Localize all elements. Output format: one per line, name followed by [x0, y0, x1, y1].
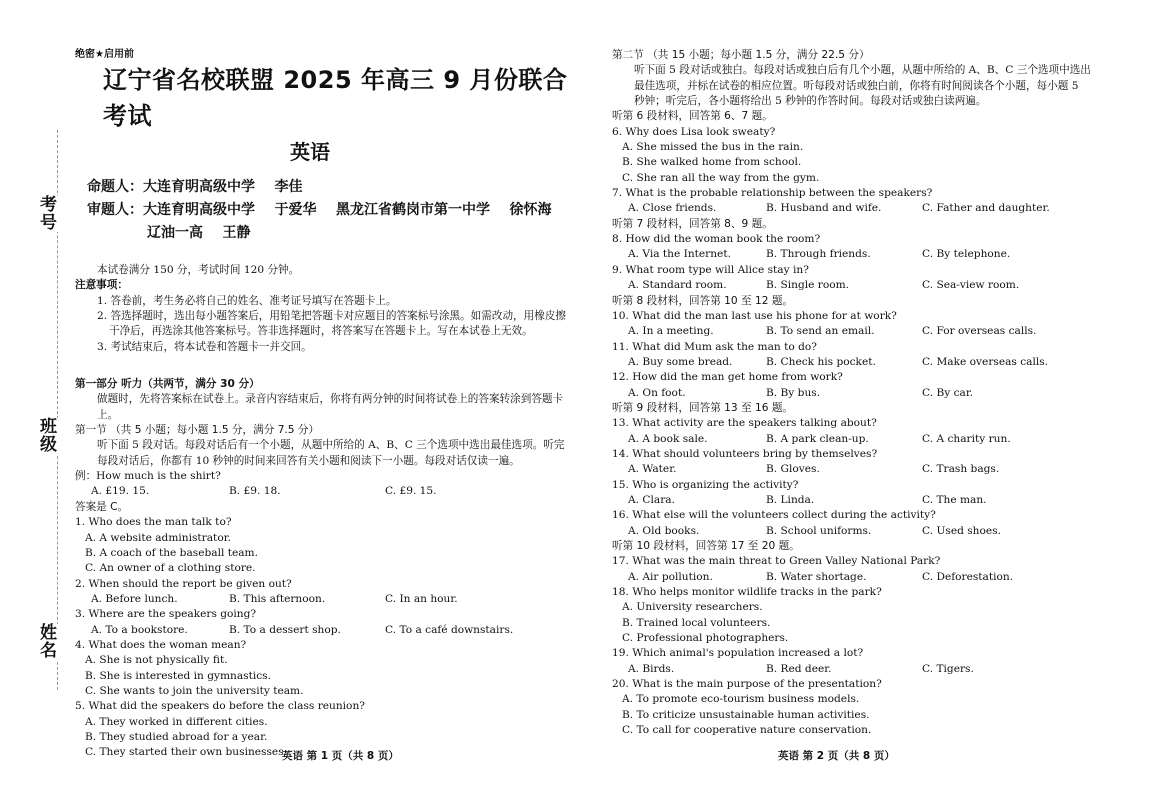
- option-a: A. To a bookstore.: [91, 623, 188, 636]
- option-b: B. To send an email.: [766, 325, 875, 338]
- option-b: B. By bus.: [766, 386, 821, 399]
- note-item: 1. 答卷前，考生务必将自己的姓名、准考证号填写在答题卡上。: [97, 294, 397, 307]
- question-11: 11. What did Mum ask the man to do?: [612, 340, 817, 353]
- question-3: 3. Where are the speakers going?: [75, 608, 257, 621]
- option-a: A. Before lunch.: [91, 592, 178, 605]
- exam-title: 辽宁省名校联盟 2025 年高三 9 月份联合考试: [103, 66, 568, 130]
- example-question: 例：How much is the shirt?: [75, 470, 221, 483]
- option-a: A. Via the Internet.: [628, 248, 731, 261]
- option-c: C. Tigers.: [922, 662, 974, 675]
- material-8: 听第 8 段材料，回答第 10 至 12 题。: [612, 294, 794, 307]
- material-6: 听第 6 段材料，回答第 6、7 题。: [612, 110, 773, 123]
- question-13-options: [612, 432, 1092, 447]
- question-12: 12. How did the man get home from work?: [612, 371, 843, 384]
- question-13: 13. What activity are the speakers talking about?: [612, 417, 877, 430]
- note-item: 3. 考试结束后，将本试卷和答题卡一并交回。: [97, 340, 312, 353]
- option-c: C. Deforestation.: [922, 570, 1014, 583]
- question-15-options: [612, 493, 1092, 508]
- name-label: 姓名: [40, 623, 59, 661]
- confidential-mark: 绝密★启用前: [75, 49, 134, 60]
- reviewer-line-cont: 辽油一高 王静: [147, 225, 251, 241]
- option-b: B. Water shortage.: [766, 570, 867, 583]
- option-b: B. School uniforms.: [766, 524, 872, 537]
- page-1-footer: 英语 第 1 页（共 8 页）: [282, 750, 399, 762]
- option-a: A. She is not physically fit.: [85, 654, 228, 667]
- question-11-options: [612, 355, 1092, 370]
- page-1: [75, 48, 575, 761]
- option-b: B. This afternoon.: [229, 592, 326, 605]
- option-c: C. She ran all the way from the gym.: [622, 171, 820, 184]
- option-b: B. To criticize unsustainable human activities.: [622, 708, 870, 721]
- question-9-options: [612, 278, 1092, 293]
- setter-line: 命题人：大连育明高级中学 李佳: [87, 179, 303, 195]
- option-c: C. They started their own businesses.: [85, 746, 287, 759]
- option-a: A. £19. 15.: [91, 485, 150, 498]
- example-answer: 答案是 C。: [75, 500, 129, 513]
- question-17: 17. What was the main threat to Green Valley National Park?: [612, 555, 941, 568]
- option-c: C. To a café downstairs.: [385, 623, 514, 636]
- material-9: 听第 9 段材料，回答第 13 至 16 题。: [612, 401, 794, 414]
- option-c: C. Professional photographers.: [622, 632, 789, 645]
- binding-margin: [0, 0, 70, 800]
- question-5: 5. What did the speakers do before the class reunion?: [75, 700, 365, 713]
- option-b: B. A park clean-up.: [766, 432, 869, 445]
- section1-desc: 听下面 5 段对话。每段对话后有一个小题，从题中所给的 A、B、C 三个选项中选出最佳选项。听完每段对话后，你都有 10 秒钟的时间来回答有关小题和阅读下一小题。每段对话仅读一遍。: [97, 439, 565, 467]
- option-a: A. On foot.: [628, 386, 686, 399]
- page-2: [612, 48, 1092, 738]
- option-b: B. Husband and wife.: [766, 202, 882, 215]
- option-a: A. Birds.: [628, 662, 675, 675]
- option-a: A. She missed the bus in the rain.: [622, 141, 804, 154]
- section2-heading: 第二节 （共 15 小题；每小题 1.5 分，满分 22.5 分）: [612, 49, 870, 61]
- option-c: C. By car.: [922, 386, 974, 399]
- option-c: C. Father and daughter.: [922, 202, 1050, 215]
- question-3-options: [75, 623, 575, 638]
- option-c: C. An owner of a clothing store.: [85, 562, 256, 575]
- option-b: B. £9. 18.: [229, 485, 281, 498]
- question-9: 9. What room type will Alice stay in?: [612, 263, 809, 276]
- part1-heading: 第一部分 听力（共两节，满分 30 分）: [75, 378, 260, 391]
- subject-title: 英语: [290, 140, 330, 164]
- question-7: 7. What is the probable relationship between the speakers?: [612, 187, 933, 200]
- option-a: A. Old books.: [628, 524, 700, 537]
- option-a: A. They worked in different cities.: [85, 715, 268, 728]
- question-10: 10. What did the man last use his phone for at work?: [612, 309, 897, 322]
- page-2-footer: 英语 第 2 页（共 8 页）: [778, 750, 895, 762]
- score-note: 本试卷满分 150 分，考试时间 120 分钟。: [97, 264, 300, 276]
- option-b: B. Red deer.: [766, 662, 832, 675]
- option-a: A. A book sale.: [628, 432, 708, 445]
- option-c: C. Trash bags.: [922, 463, 1000, 476]
- option-a: A. Clara.: [628, 493, 675, 506]
- option-a: A. Air pollution.: [628, 570, 713, 583]
- option-b: B. Gloves.: [766, 463, 820, 476]
- question-2-options: [75, 592, 575, 607]
- reviewer-line: 审题人：大连育明高级中学 于爱华 黑龙江省鹤岗市第一中学 徐怀海: [87, 202, 552, 218]
- question-6: 6. Why does Lisa look sweaty?: [612, 125, 776, 138]
- question-16: 16. What else will the volunteers collect during the activity?: [612, 509, 936, 522]
- option-b: B. Trained local volunteers.: [622, 616, 771, 629]
- question-19-options: [612, 662, 1092, 677]
- option-b: B. They studied abroad for a year.: [85, 730, 268, 743]
- question-8: 8. How did the woman book the room?: [612, 233, 821, 246]
- question-12-options: [612, 386, 1092, 401]
- question-1: 1. Who does the man talk to?: [75, 516, 232, 529]
- notes-title: 注意事项：: [75, 279, 128, 292]
- option-c: C. A charity run.: [922, 432, 1011, 445]
- option-b: B. A coach of the baseball team.: [85, 546, 258, 559]
- option-a: A. University researchers.: [622, 601, 763, 614]
- option-c: C. Make overseas calls.: [922, 355, 1049, 368]
- question-4: 4. What does the woman mean?: [75, 638, 247, 651]
- option-c: C. The man.: [922, 493, 987, 506]
- option-a: A. A website administrator.: [85, 531, 231, 544]
- option-c: C. In an hour.: [385, 592, 458, 605]
- option-c: C. To call for cooperative nature conservation.: [622, 724, 872, 737]
- part1-desc: 做题时，先将答案标在试卷上。录音内容结束后，你将有两分钟的时间将试卷上的答案转涂到答题卡上。: [97, 393, 564, 421]
- question-10-options: [612, 324, 1092, 339]
- option-c: C. By telephone.: [922, 248, 1011, 261]
- question-18: 18. Who helps monitor wildlife tracks in the park?: [612, 586, 882, 599]
- option-a: A. To promote eco-tourism business models.: [622, 693, 860, 706]
- option-b: B. Single room.: [766, 279, 850, 292]
- option-a: A. Buy some bread.: [628, 355, 733, 368]
- option-c: C. Sea-view room.: [922, 279, 1020, 292]
- material-10: 听第 10 段材料，回答第 17 至 20 题。: [612, 540, 800, 552]
- option-b: B. Through friends.: [766, 248, 871, 261]
- option-b: B. Check his pocket.: [766, 355, 876, 368]
- question-2: 2. When should the report be given out?: [75, 577, 292, 590]
- section1-heading: 第一节 （共 5 小题；每小题 1.5 分，满分 7.5 分）: [75, 424, 320, 437]
- option-a: A. In a meeting.: [628, 325, 714, 338]
- question-19: 19. Which animal's population increased a lot?: [612, 647, 864, 660]
- option-a: A. Water.: [628, 463, 677, 476]
- question-14-options: [612, 462, 1092, 477]
- option-c: C. She wants to join the university team.: [85, 684, 304, 697]
- option-a: A. Close friends.: [628, 202, 717, 215]
- question-14: 14. What should volunteers bring by themselves?: [612, 447, 878, 460]
- material-7: 听第 7 段材料，回答第 8、9 题。: [612, 217, 773, 230]
- option-b: B. Linda.: [766, 493, 815, 506]
- section2-desc: 听下面 5 段对话或独白。每段对话或独白后有几个小题，从题中所给的 A、B、C 三个选项中选出最佳选项，并标在试卷的相应位置。听每段对话或独白前，你将有时间阅读各个小题，每小题 5 秒钟；听完后，各小题将给出 5 秒钟的作答时间。每段对话或独白读两遍。: [634, 64, 1091, 108]
- note-item: 2. 答选择题时，选出每小题答案后，用铅笔把答题卡对应题目的答案标号涂黑。如需改动，用橡皮擦干净后，再选涂其他答案标号。答非选择题时，将答案写在答题卡上。写在本试卷上无效。: [97, 310, 567, 338]
- exam-number-label: 考号: [40, 195, 59, 233]
- option-c: C. Used shoes.: [922, 524, 1001, 537]
- question-16-options: [612, 524, 1092, 539]
- option-a: A. Standard room.: [628, 279, 727, 292]
- example-options: [75, 484, 575, 499]
- question-20: 20. What is the main purpose of the presentation?: [612, 678, 882, 691]
- option-b: B. She walked home from school.: [622, 156, 802, 169]
- question-7-options: [612, 201, 1092, 216]
- question-15: 15. Who is organizing the activity?: [612, 478, 799, 491]
- class-label: 班级: [40, 417, 59, 455]
- option-b: B. To a dessert shop.: [229, 623, 341, 636]
- option-b: B. She is interested in gymnastics.: [85, 669, 271, 682]
- question-8-options: [612, 247, 1092, 262]
- option-c: C. £9. 15.: [385, 485, 437, 498]
- option-c: C. For overseas calls.: [922, 325, 1037, 338]
- question-17-options: [612, 570, 1092, 585]
